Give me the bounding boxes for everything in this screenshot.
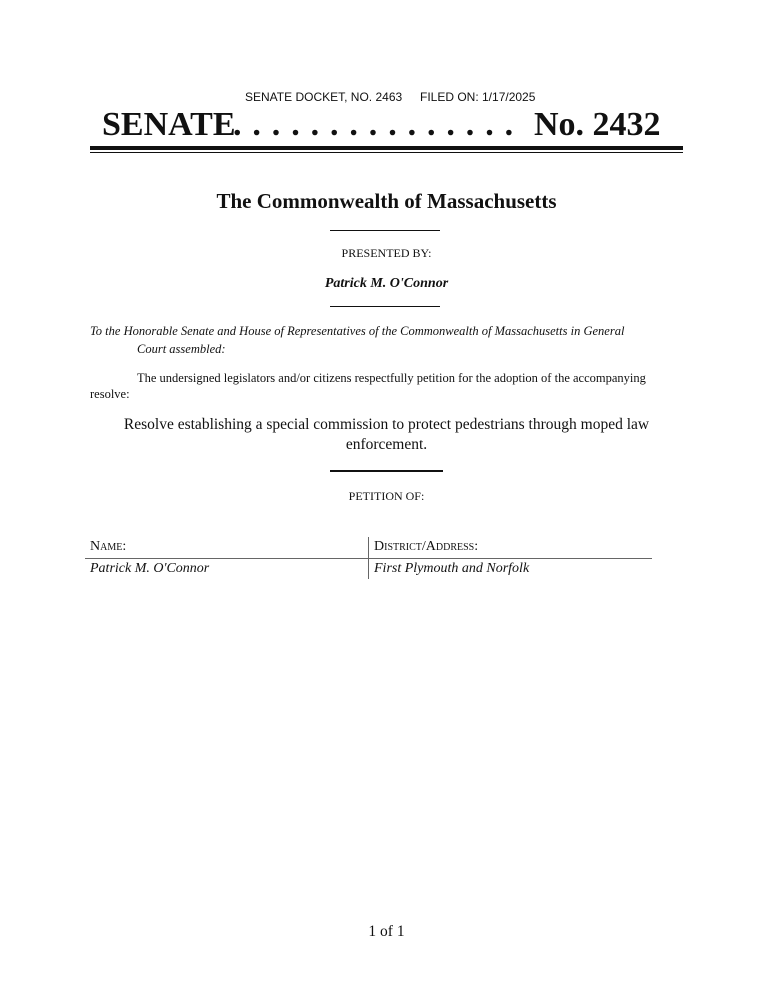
- thin-rule: [90, 152, 683, 153]
- resolve-title: enforcement.: [345, 436, 428, 453]
- resolve-title: Resolve establishing a special commission to protect pedestrians through moped law: [123, 416, 650, 433]
- docket-number: SENATE DOCKET, NO. 2463: [245, 90, 403, 104]
- name-header: Name:: [90, 539, 127, 554]
- petitioner-name: Patrick M. O'Connor: [90, 561, 210, 576]
- petition-text: The undersigned legislators and/or citizens respectfully petition for the adoption of the accompanying: [137, 371, 646, 385]
- divider: [330, 470, 443, 472]
- presenter-name: Patrick M. O'Connor: [324, 276, 449, 291]
- address-line: Court assembled:: [137, 342, 226, 356]
- column-divider: [368, 537, 369, 579]
- petition-text: resolve:: [90, 387, 130, 401]
- district-header: District/Address:: [374, 539, 479, 554]
- bill-number: No. 2432: [534, 106, 661, 143]
- presented-by-label: PRESENTED BY:: [341, 246, 432, 260]
- chamber-title: SENATE: [102, 106, 236, 143]
- petitioner-district: First Plymouth and Norfolk: [374, 561, 530, 576]
- divider: [330, 230, 440, 231]
- page-number: 1 of 1: [368, 923, 405, 940]
- commonwealth-title: The Commonwealth of Massachusetts: [216, 189, 557, 213]
- address-line: To the Honorable Senate and House of Representatives of the Commonwealth of Massachusetts in General: [90, 324, 625, 338]
- title-dots: . . . . . . . . . . . . . . .: [233, 106, 515, 143]
- divider: [330, 306, 440, 307]
- heavy-rule: [90, 146, 683, 150]
- petition-of-label: PETITION OF:: [348, 489, 425, 503]
- filed-date: FILED ON: 1/17/2025: [420, 90, 536, 104]
